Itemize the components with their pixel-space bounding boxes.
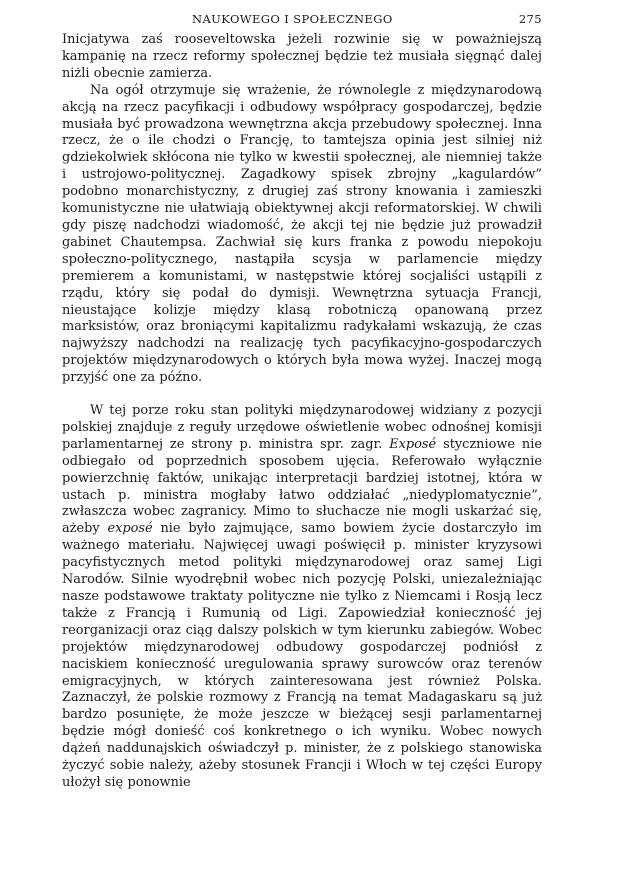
page-number: 275	[518, 12, 542, 26]
running-title: NAUKOWEGO I SPOŁECZNEGO	[192, 12, 393, 26]
paragraph: Inicjatywa zaś rooseveltowska jeżeli rozwinie się w poważniejszą kampanię na rzecz reformy społecznej będzie też musiała sięgnąć dalej niżli obecnie zamierza.	[62, 32, 542, 81]
italic-term: Exposé	[389, 436, 437, 452]
italic-term: exposé	[107, 521, 153, 537]
body-text	[62, 32, 542, 792]
running-header	[62, 8, 542, 32]
paragraph: Na ogół otrzymuje się wrażenie, że równolegle z międzynarodową akcją na rzecz pacyfikacji i odbudowy współpracy gospodarczej, będzie musiała być prowadzona wewnętrzna akcja przebudowy społecznej. Inna rzecz, że o ile chodzi o Francję, to tamtejsza opinia jest silniej niż gdziekolwiek skłócona nie tylko w kwestii społecznej, ale niemniej także i ustrojowo-politycznej. Zagadkowy spisek zbrojny „kagulardów” podobno monarchistyczny, z drugiej zaś strony knowania i zamieszki komunistyczne nie ułatwiają obiektywnej akcji reformatorskiej. W chwili gdy piszę nadchodzi wiadomość, że akcji tej nie będzie już prowadził gabinet Chautempsa. Zachwiał się kurs franka z powodu niepokoju społeczno-politycznego, nastąpiła scysja w parlamencie między premierem a komunistami, w następstwie której socjaliści ustąpili z rządu, który się podał do dymisji. Wewnętrzna sytuacja Francji, nieustające kolizje między klasą robotniczą opanowaną przez marksistów, oraz broniącymi kapitalizmu radykałami wskazują, że czas najwyższy nadchodzi na realizację tych pacyfikacyjno-gospodarczych projektów międzynarodowych o których była mowa wyżej. Inaczej mogą przyjść one za późno.	[62, 82, 542, 386]
book-page	[62, 8, 542, 792]
paragraph: W tej porze roku stan polityki międzynarodowej widziany z pozycji polskiej znajduje z reguły urzędowe oświetlenie wobec odnośnej komisji parlamentarnej ze strony p. ministra spr. zagr. Exposé styczniowe nie odbiegało od poprzednich sposobem ujęcia. Referowało wyłącznie powierzchnię faktów, unikając interpretacji bardziej istotnej, która w ustach p. ministra mogłaby łatwo oddziałać „niedyplomatycznie”, zwłaszcza wobec zagranicy. Mimo to słuchacze nie mogli uskarżać się, ażeby exposé nie było zajmujące, samo bowiem życie dostarczyło im ważnego materiału. Najwięcej uwagi poświęcił p. minister kryzysowi pacyfistycznych metod polityki międzynarodowej oraz samej Ligi Narodów. Silnie wyodrębnił wobec nich pozycję Polski, uniezależniając nasze podstawowe traktaty polityczne nie tylko z Niemcami i Rosją lecz także z Francją i Rumunią od Ligi. Zapowiedział konieczność jej reorganizacji oraz ciąg dalszy polskich w tym kierunku zabiegów. Wobec projektów międzynarodowej odbudowy gospodarczej podniósł z naciskiem konieczność uregulowania sprawy surowców oraz terenów emigracyjnych, w których zainteresowana jest również Polska. Zaznaczył, że polskie rozmowy z Francją na temat Madagaskaru są już bardzo posunięte, że może jeszcze w bieżącej sesji parlamentarnej będzie mógł donieść coś konkretnego o ich wyniku. Wobec nowych dążeń naddunajskich oświadczył p. minister, że z polskiego stanowiska życzyć sobie należy, ażeby stosunek Francji i Włoch w tej części Europy ułożył się ponownie	[62, 403, 542, 790]
